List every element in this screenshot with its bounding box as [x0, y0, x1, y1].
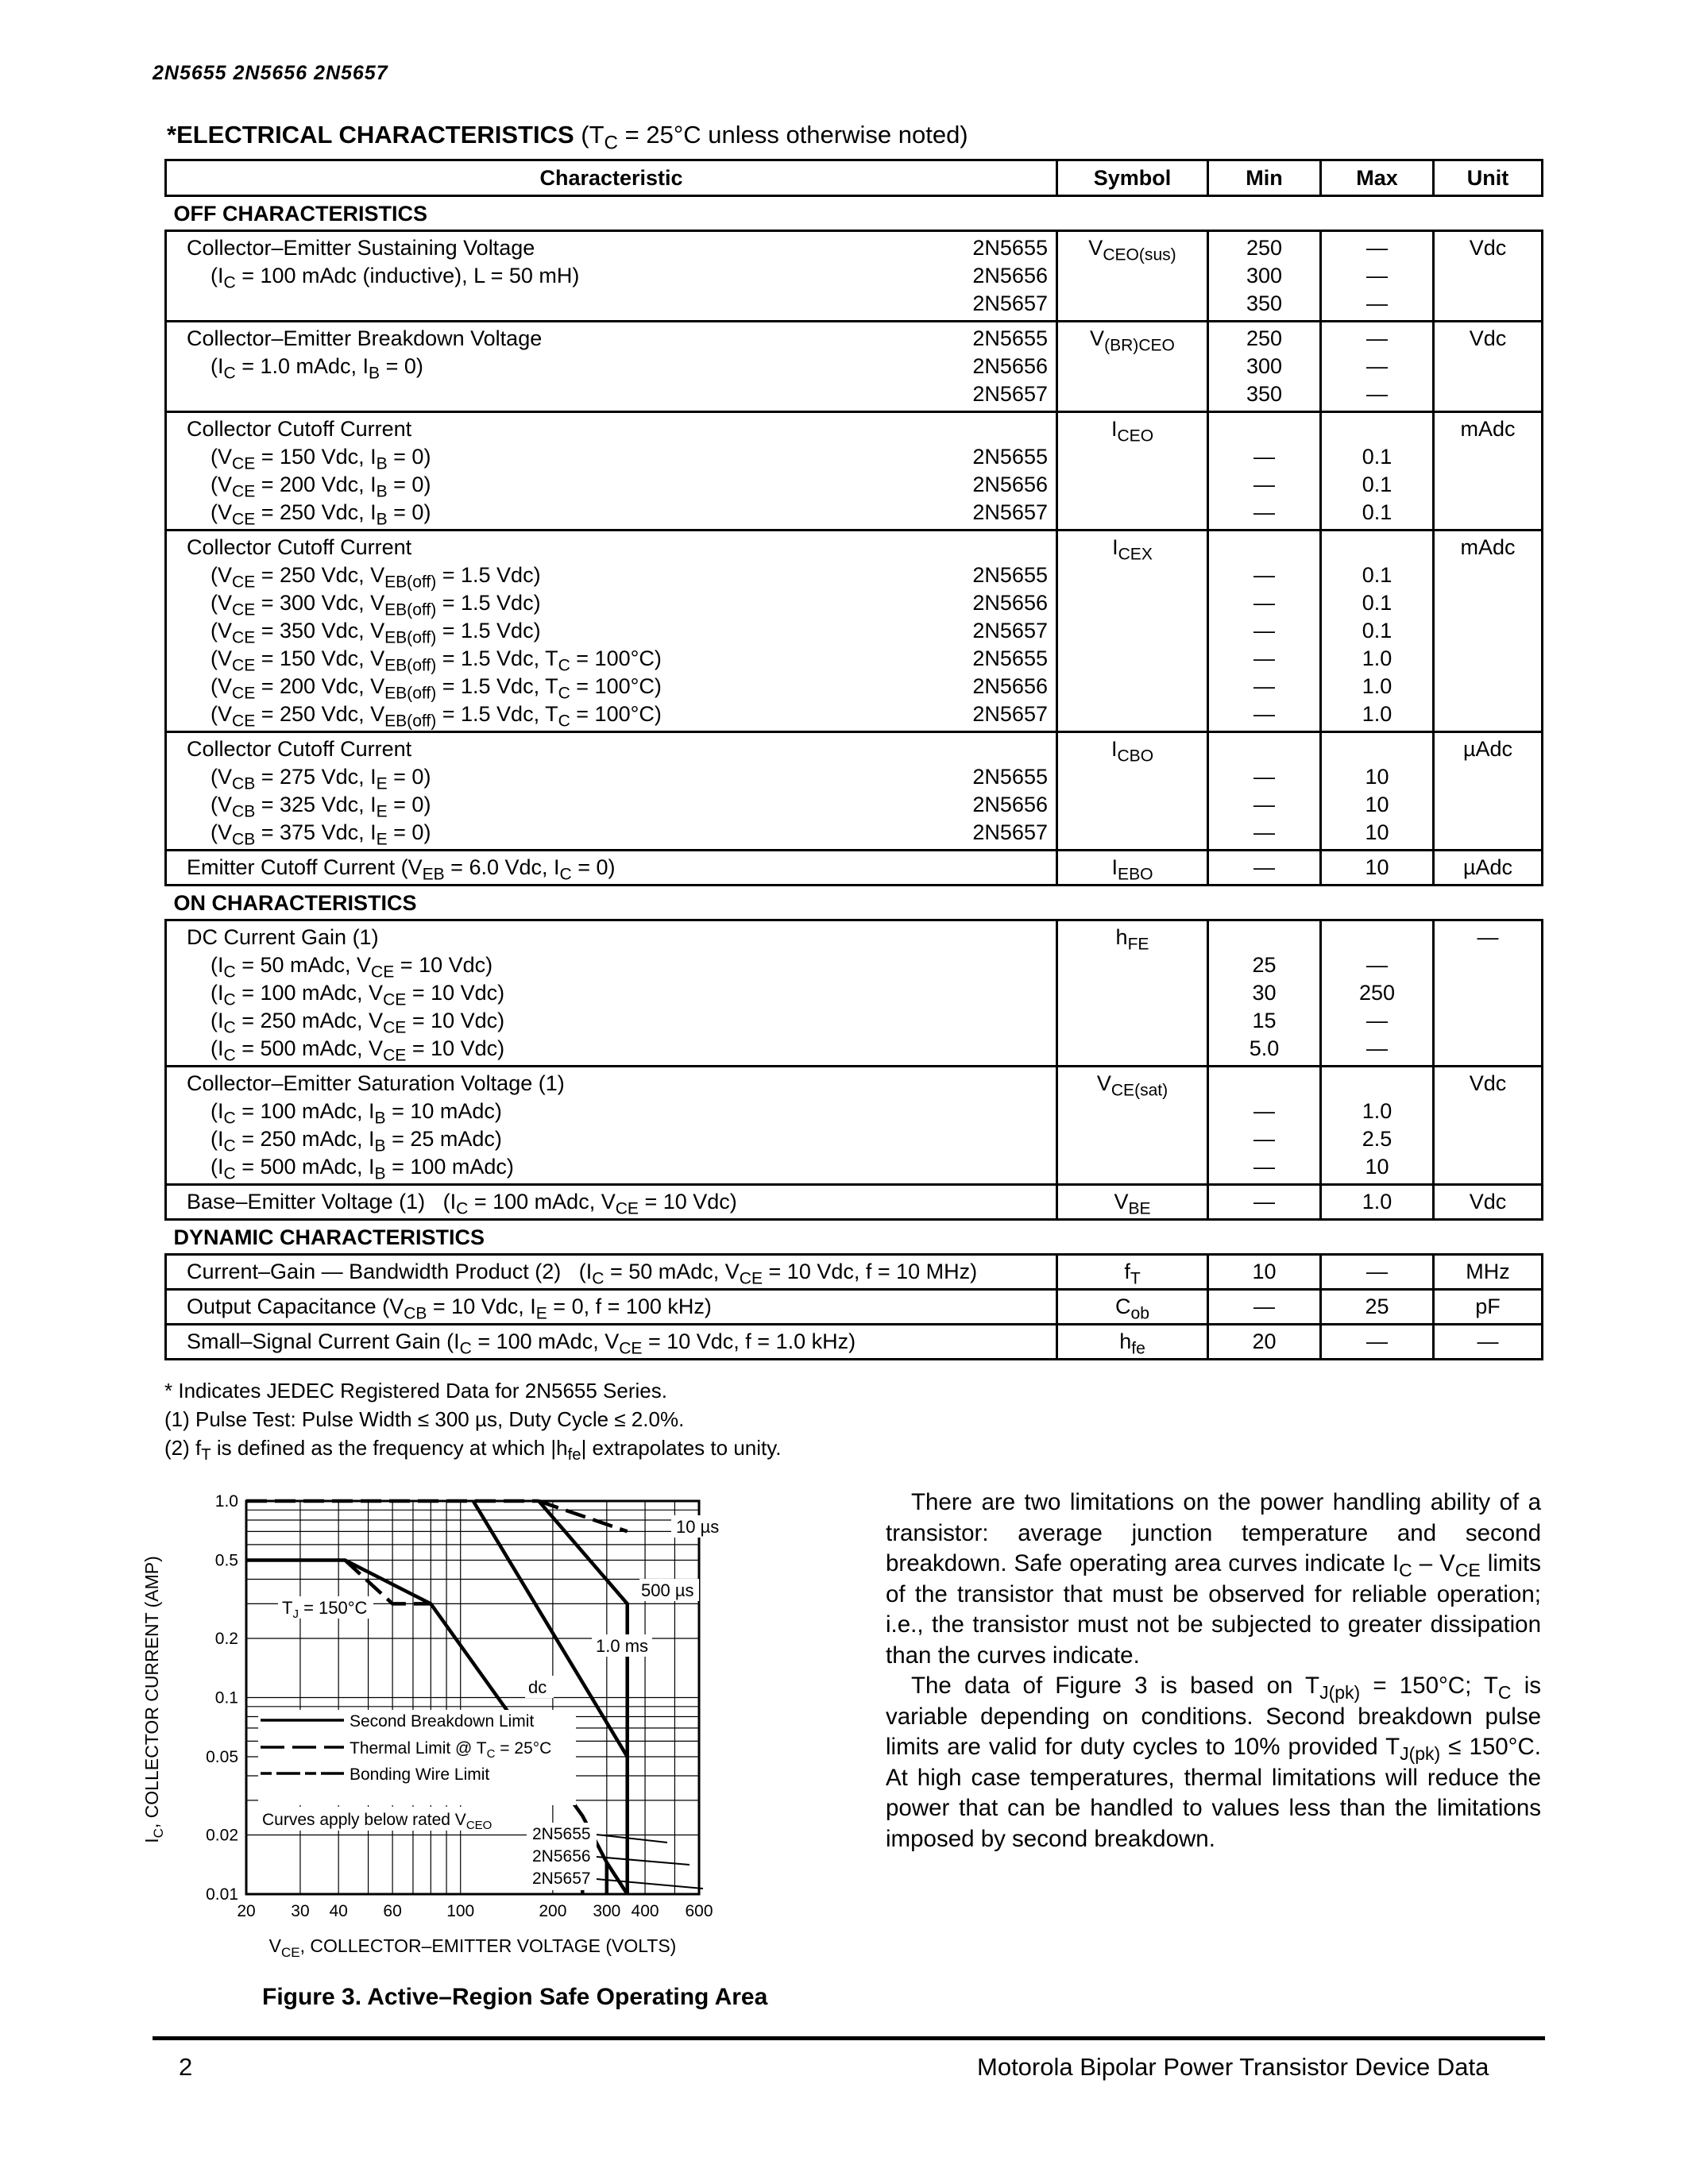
header-min: Min — [1208, 160, 1321, 196]
table-row — [166, 1290, 1543, 1325]
x-tick-label: 40 — [329, 1902, 348, 1920]
unit-cell: Vdc — [1434, 1067, 1543, 1185]
min-cell: — — — — — — — [1208, 531, 1321, 732]
device-label: 2N5656 — [972, 354, 1048, 378]
x-tick-label: 60 — [383, 1902, 402, 1920]
device-label: 2N5656 — [972, 674, 1048, 698]
characteristic-condition: ($V_{CE} = 250$ Vdc, $I_B = 0$) — [211, 500, 431, 529]
section-conditions: ($T_C = 25^\circ C$ unless otherwise noted) — [574, 121, 968, 154]
device-label: 2N5655 — [972, 765, 1048, 789]
device-label-2N5657: 2N5657 — [532, 1870, 591, 1888]
unit-cell: µAdc — [1434, 732, 1543, 851]
pulse-label-1ms: 1.0 ms — [596, 1636, 649, 1656]
x-tick-label: 200 — [539, 1902, 567, 1920]
x-tick-label: 300 — [593, 1902, 621, 1920]
symbol-cell: $I_{CEO}$ — [1057, 412, 1208, 531]
characteristic-cell — [166, 732, 1057, 851]
device-label: 2N5656 — [972, 793, 1048, 816]
characteristic-title: Collector Cutoff Current — [187, 737, 412, 761]
max-cell: 25 — [1321, 1290, 1434, 1325]
symbol-cell: $V_{CEO(sus)}$ — [1057, 231, 1208, 322]
y-tick-label: 0.05 — [206, 1748, 238, 1767]
y-tick-label: 1.0 — [214, 1492, 238, 1511]
legend-thermal-limit: Thermal Limit @ $T_C = 25^\circ C$ — [350, 1739, 552, 1761]
characteristic-cell — [166, 920, 1057, 1067]
legend-bonding-wire: Bonding Wire Limit — [350, 1765, 490, 1784]
max-cell: — 250 — — — [1321, 920, 1434, 1067]
note-pulse-test: (1) Pulse Test: Pulse Width ≤ 300 µs, Duty Cycle ≤ 2.0%. — [164, 1407, 685, 1431]
section-row-on — [166, 886, 1543, 920]
unit-cell: mAdc — [1434, 412, 1543, 531]
device-label: 2N5655 — [972, 646, 1048, 670]
section-row-dynamic — [166, 1220, 1543, 1255]
max-cell: — — [1321, 1255, 1434, 1290]
device-label-2N5655: 2N5655 — [532, 1825, 591, 1843]
device-label: 2N5655 — [972, 326, 1048, 350]
section-label: OFF CHARACTERISTICS — [173, 202, 427, 226]
table-row — [166, 231, 1543, 322]
unit-cell: Vdc — [1434, 1185, 1543, 1220]
pulse-label-dc: dc — [528, 1677, 547, 1697]
max-cell: 1.0 2.5 10 — [1321, 1067, 1434, 1185]
unit-cell: mAdc — [1434, 531, 1543, 732]
x-axis-label: $V_{CE}$, COLLECTOR–EMITTER VOLTAGE (VOLTS) — [268, 1935, 677, 1960]
unit-cell: µAdc — [1434, 851, 1543, 886]
characteristic-title: Collector–Emitter Sustaining Voltage — [187, 236, 535, 260]
characteristic-title: Current–Gain — Bandwidth Product (2) ($I_C = 50$ mAdc, $V_{CE} = 10$ Vdc, f = 10 MHz) — [187, 1260, 978, 1288]
device-label: 2N5655 — [972, 445, 1048, 469]
device-label: 2N5657 — [972, 500, 1048, 524]
max-cell: — — — — [1321, 231, 1434, 322]
symbol-cell: $f_T$ — [1057, 1255, 1208, 1290]
note-ft: (2) $f_T$ is defined as the frequency at which $|h_{fe}|$ extrapolates to unity. — [164, 1436, 782, 1464]
max-cell: 1.0 — [1321, 1185, 1434, 1220]
device-label: 2N5657 — [972, 382, 1048, 406]
max-cell: — — [1321, 1325, 1434, 1360]
characteristic-cell — [166, 851, 1057, 886]
characteristic-condition: ($V_{CE} = 250$ Vdc, $V_{EB(off)} = 1.5$ Vdc) — [211, 563, 541, 592]
max-cell: 10 — [1321, 851, 1434, 886]
min-cell: 10 — [1208, 1255, 1321, 1290]
electrical-characteristics-table — [164, 159, 1543, 1360]
leader-2N5656 — [597, 1857, 689, 1865]
characteristic-title: Base–Emitter Voltage (1) ($I_C = 100$ mAdc, $V_{CE} = 10$ Vdc) — [187, 1190, 737, 1218]
device-label: 2N5657 — [972, 619, 1048, 642]
section-label: ON CHARACTERISTICS — [173, 891, 417, 915]
table-row — [166, 1325, 1543, 1360]
table-row — [166, 1185, 1543, 1220]
characteristic-condition: ($I_C = 250$ mAdc, $V_{CE} = 10$ Vdc) — [211, 1009, 505, 1037]
characteristic-cell — [166, 1290, 1057, 1325]
unit-cell: pF — [1434, 1290, 1543, 1325]
min-cell: — — [1208, 851, 1321, 886]
x-tick-label: 600 — [685, 1902, 713, 1920]
unit-cell: — — [1434, 920, 1543, 1067]
chart-note: Curves apply below rated $V_{CEO}$ — [262, 1811, 492, 1832]
characteristic-condition: ($I_C = 500$ mAdc, $V_{CE} = 10$ Vdc) — [211, 1036, 505, 1065]
min-cell: — — — — [1208, 732, 1321, 851]
tj-label: $T_J = 150^\circ C$ — [282, 1598, 368, 1621]
table-row — [166, 851, 1543, 886]
table-row — [166, 322, 1543, 412]
min-cell: 20 — [1208, 1325, 1321, 1360]
symbol-cell: $I_{EBO}$ — [1057, 851, 1208, 886]
characteristic-condition: ($V_{CE} = 200$ Vdc, $V_{EB(off)} = 1.5$ Vdc, $T_C = 100^\circ C$) — [211, 674, 662, 703]
header-characteristic: Characteristic — [166, 160, 1057, 196]
characteristic-title: Collector Cutoff Current — [187, 417, 412, 441]
y-tick-label: 0.1 — [214, 1688, 238, 1707]
y-tick-label: 0.01 — [206, 1885, 238, 1904]
unit-cell: — — [1434, 1325, 1543, 1360]
characteristic-condition: ($I_C = 250$ mAdc, $I_B = 25$ mAdc) — [211, 1127, 502, 1156]
symbol-cell: $I_{CEX}$ — [1057, 531, 1208, 732]
max-cell: 10 10 10 — [1321, 732, 1434, 851]
figure-caption: Figure 3. Active–Region Safe Operating Area — [262, 1984, 768, 2010]
section-heading — [167, 121, 968, 154]
characteristic-condition: ($V_{CB} = 275$ Vdc, $I_E = 0$) — [211, 765, 431, 793]
characteristic-title: DC Current Gain (1) — [187, 925, 379, 949]
section-title: *ELECTRICAL CHARACTERISTICS — [167, 121, 574, 149]
device-label: 2N5655 — [972, 236, 1048, 260]
characteristic-cell — [166, 1067, 1057, 1185]
characteristic-title: Collector–Emitter Breakdown Voltage — [187, 326, 543, 350]
x-tick-label: 100 — [446, 1902, 475, 1920]
min-cell: — — — — [1208, 1067, 1321, 1185]
symbol-cell: $V_{(BR)CEO}$ — [1057, 322, 1208, 412]
min-cell: 25 30 15 5.0 — [1208, 920, 1321, 1067]
symbol-cell: $h_{FE}$ — [1057, 920, 1208, 1067]
characteristic-condition: ($I_C = 500$ mAdc, $I_B = 100$ mAdc) — [211, 1155, 514, 1183]
y-tick-label: 0.02 — [206, 1826, 238, 1845]
table-row — [166, 1067, 1543, 1185]
x-tick-label: 400 — [631, 1902, 659, 1920]
device-label: 2N5656 — [972, 473, 1048, 496]
table-row — [166, 531, 1543, 732]
y-tick-label: 0.5 — [214, 1551, 238, 1570]
characteristic-condition: ($V_{CB} = 325$ Vdc, $I_E = 0$) — [211, 793, 431, 821]
min-cell: — — [1208, 1290, 1321, 1325]
header-unit: Unit — [1434, 160, 1543, 196]
characteristic-cell — [166, 322, 1057, 412]
header-device-list: 2N5655 2N5656 2N5657 — [153, 62, 388, 84]
device-label: 2N5657 — [972, 702, 1048, 726]
characteristic-condition: ($V_{CE} = 200$ Vdc, $I_B = 0$) — [211, 473, 431, 501]
characteristic-condition: ($V_{CE} = 350$ Vdc, $V_{EB(off)} = 1.5$ Vdc) — [211, 619, 541, 647]
symbol-cell: $h_{fe}$ — [1057, 1325, 1208, 1360]
header-max: Max — [1321, 160, 1434, 196]
characteristic-condition: ($V_{CE} = 300$ Vdc, $V_{EB(off)} = 1.5$ Vdc) — [211, 591, 541, 619]
symbol-cell: $C_{ob}$ — [1057, 1290, 1208, 1325]
min-cell: 250 300 350 — [1208, 231, 1321, 322]
characteristic-title: Collector–Emitter Saturation Voltage (1) — [187, 1071, 565, 1095]
device-label: 2N5656 — [972, 264, 1048, 287]
unit-cell: MHz — [1434, 1255, 1543, 1290]
characteristic-cell — [166, 1255, 1057, 1290]
characteristic-cell — [166, 1325, 1057, 1360]
legend-second-breakdown: Second Breakdown Limit — [350, 1712, 535, 1731]
characteristic-condition: ($V_{CB} = 375$ Vdc, $I_E = 0$) — [211, 820, 431, 849]
y-axis-label: $I_C$, COLLECTOR CURRENT (AMP) — [141, 1556, 166, 1843]
table-row — [166, 412, 1543, 531]
characteristic-title: Output Capacitance ($V_{CB} = 10$ Vdc, $I_E = 0$, f = 100 kHz) — [187, 1295, 712, 1323]
characteristic-cell — [166, 231, 1057, 322]
characteristic-condition: ($I_C = 1.0$ mAdc, $I_B = 0$) — [211, 354, 423, 383]
max-cell: — — — — [1321, 322, 1434, 412]
characteristic-cell — [166, 531, 1057, 732]
characteristic-condition: ($V_{CE} = 150$ Vdc, $V_{EB(off)} = 1.5$ Vdc, $T_C = 100^\circ C$) — [211, 646, 662, 675]
pulse-label-500us: 500 µs — [641, 1580, 694, 1600]
unit-cell: Vdc — [1434, 322, 1543, 412]
device-label: 2N5656 — [972, 591, 1048, 615]
characteristic-condition: ($I_C = 100$ mAdc, $V_{CE} = 10$ Vdc) — [211, 981, 505, 1009]
safe-operating-area-chart — [141, 1485, 846, 1970]
characteristic-cell — [166, 412, 1057, 531]
leader-2N5657 — [597, 1879, 703, 1889]
header-symbol: Symbol — [1057, 160, 1208, 196]
unit-cell: Vdc — [1434, 231, 1543, 322]
paragraph-1: There are two limitations on the power handling ability of a transistor: average junction temperature and second breakdown. Safe operating area curves indicate $I_C - V_{CE}$ limits of the transistor that must be observed for reliable operation; i.e., the transistor must not be subjected to greater dissipation than the curves indicate. — [886, 1489, 1541, 1669]
table-row — [166, 1255, 1543, 1290]
table-notes — [164, 1376, 782, 1462]
paragraph-2: The data of Figure 3 is based on $T_{J(pk)} = 150^\circ C$; $T_C$ is variable depending on conditions. Second breakdown pulse limits are valid for duty cycles to 10% provided $T_{J(pk)} \le 150^\circ C$. At high case temperatures, thermal limitations will reduce the power that can be handled to values less than the limitations imposed by second breakdown. — [886, 1673, 1542, 1852]
max-cell: 0.1 0.1 0.1 1.0 1.0 1.0 — [1321, 531, 1434, 732]
symbol-cell: $I_{CBO}$ — [1057, 732, 1208, 851]
characteristic-title: Collector Cutoff Current — [187, 535, 412, 559]
characteristic-condition: ($V_{CE} = 250$ Vdc, $V_{EB(off)} = 1.5$ Vdc, $T_C = 100^\circ C$) — [211, 702, 662, 731]
x-tick-label: 30 — [291, 1902, 310, 1920]
device-label: 2N5655 — [972, 563, 1048, 587]
device-label-2N5656: 2N5656 — [532, 1847, 591, 1866]
characteristic-title: Emitter Cutoff Current ($V_{EB} = 6.0$ Vdc, $I_C = 0$) — [187, 855, 616, 884]
footer-rule — [153, 2036, 1545, 2040]
body-text — [886, 1488, 1541, 1854]
device-label: 2N5657 — [972, 820, 1048, 844]
min-cell: — — [1208, 1185, 1321, 1220]
symbol-cell: $V_{BE}$ — [1057, 1185, 1208, 1220]
device-label: 2N5657 — [972, 291, 1048, 315]
footer-title: Motorola Bipolar Power Transistor Device Data — [977, 2053, 1489, 2081]
section-label: DYNAMIC CHARACTERISTICS — [173, 1225, 485, 1249]
page-number: 2 — [179, 2053, 193, 2081]
symbol-cell: $V_{CE(sat)}$ — [1057, 1067, 1208, 1185]
y-tick-label: 0.2 — [214, 1629, 238, 1648]
table-header-row — [166, 160, 1543, 196]
section-row-off — [166, 196, 1543, 231]
characteristic-condition: ($I_C = 100$ mAdc, $I_B = 10$ mAdc) — [211, 1099, 502, 1128]
pulse-label-10us: 10 µs — [676, 1517, 720, 1537]
table-row — [166, 732, 1543, 851]
characteristic-cell — [166, 1185, 1057, 1220]
characteristic-condition: ($I_C = 100$ mAdc (inductive), L = 50 mH) — [211, 264, 580, 292]
characteristic-condition: ($V_{CE} = 150$ Vdc, $I_B = 0$) — [211, 445, 431, 473]
characteristic-condition: ($I_C = 50$ mAdc, $V_{CE} = 10$ Vdc) — [211, 953, 493, 982]
characteristic-title: Small–Signal Current Gain ($I_C = 100$ mAdc, $V_{CE} = 10$ Vdc, f = 1.0 kHz) — [187, 1329, 856, 1358]
min-cell: — — — — [1208, 412, 1321, 531]
min-cell: 250 300 350 — [1208, 322, 1321, 412]
x-tick-label: 20 — [237, 1902, 256, 1920]
note-jedec: * Indicates JEDEC Registered Data for 2N5655 Series. — [164, 1379, 667, 1403]
max-cell: 0.1 0.1 0.1 — [1321, 412, 1434, 531]
table-row — [166, 920, 1543, 1067]
